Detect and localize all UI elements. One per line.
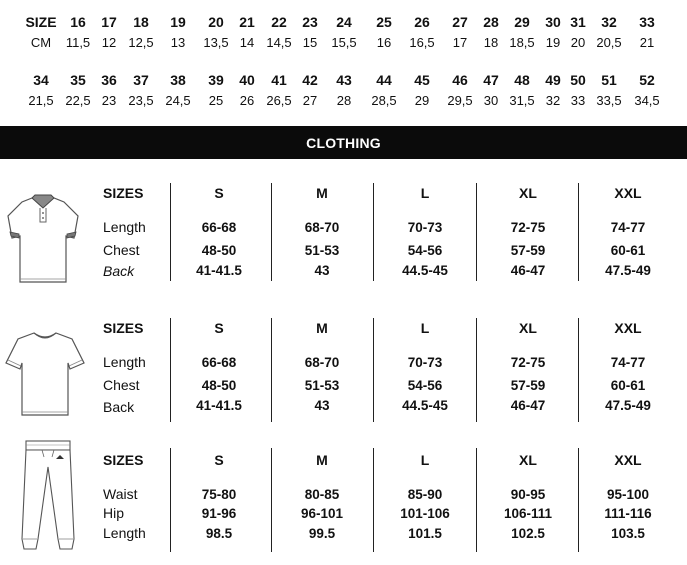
shoe-size: 26 (414, 14, 430, 30)
size-column-header: XXL (614, 320, 642, 336)
shoe-cm: 28 (336, 93, 352, 108)
shoe-size: 37 (133, 72, 149, 88)
shoe-cm: 31,5 (509, 93, 535, 108)
shoe-size-row-2 (0, 72, 687, 112)
measure-value: 68-70 (304, 355, 340, 370)
column-divider (578, 448, 579, 552)
size-column-header: L (420, 185, 430, 201)
shoe-size: 18 (133, 14, 149, 30)
size-column-header: M (316, 320, 328, 336)
shoe-cm: 23 (101, 93, 117, 108)
measure-value: 51-53 (304, 378, 340, 393)
measure-value: 57-59 (510, 378, 546, 393)
measure-value: 57-59 (510, 243, 546, 258)
sizes-header: SIZES (103, 452, 144, 468)
shoe-size: 36 (101, 72, 117, 88)
shoe-size: 44 (376, 72, 392, 88)
measure-value: 80-85 (304, 487, 340, 502)
measure-label: Back (103, 399, 135, 415)
shoe-size: 28 (483, 14, 499, 30)
size-column-header: XL (519, 452, 537, 468)
shoe-size: 42 (302, 72, 318, 88)
shoe-cm: 29,5 (447, 93, 473, 108)
measure-value: 72-75 (510, 220, 546, 235)
measure-label: Length (103, 219, 146, 235)
shoe-size: 48 (514, 72, 530, 88)
shoe-size: 23 (302, 14, 318, 30)
measure-value: 90-95 (510, 487, 546, 502)
shoe-cm: 18,5 (509, 35, 535, 50)
shoe-cm: 20 (570, 35, 586, 50)
polo-shirt-icon (4, 192, 82, 293)
measure-value: 102.5 (511, 526, 545, 541)
measure-value: 101-106 (400, 506, 450, 521)
shoe-cm: 33 (570, 93, 586, 108)
shoe-cm: 21 (639, 35, 655, 50)
tshirt-size-table (0, 315, 687, 425)
polo-size-table (0, 180, 687, 290)
measure-value: 60-61 (610, 243, 646, 258)
shoe-cm: 30 (483, 93, 499, 108)
column-divider (476, 448, 477, 552)
measure-value: 60-61 (610, 378, 646, 393)
size-column-header: XXL (614, 185, 642, 201)
measure-value: 98.5 (205, 526, 233, 541)
shoe-size: 34 (33, 72, 49, 88)
size-column-header: M (316, 452, 328, 468)
column-divider (170, 183, 171, 281)
measure-value: 54-56 (407, 378, 443, 393)
shoe-cm: 14,5 (266, 35, 292, 50)
shoe-size: 29 (514, 14, 530, 30)
measure-value: 51-53 (304, 243, 340, 258)
shoe-size: 52 (639, 72, 655, 88)
shoe-size: 43 (336, 72, 352, 88)
shoe-size: 33 (639, 14, 655, 30)
measure-value: 54-56 (407, 243, 443, 258)
measure-value: 43 (314, 398, 330, 413)
measure-value: 44.5-45 (402, 263, 448, 278)
measure-value: 74-77 (610, 355, 646, 370)
shoe-size: 46 (452, 72, 468, 88)
shoe-size: 22 (271, 14, 287, 30)
shoe-cm: 23,5 (128, 93, 154, 108)
shoe-cm: 13 (170, 35, 186, 50)
shoe-cm: 34,5 (634, 93, 660, 108)
measure-value: 75-80 (201, 487, 237, 502)
column-divider (578, 183, 579, 281)
shoe-cm: 12 (101, 35, 117, 50)
shoe-size: 17 (101, 14, 117, 30)
shoe-size: 40 (239, 72, 255, 88)
column-divider (170, 318, 171, 422)
shoe-size: 35 (70, 72, 86, 88)
shoe-size: 27 (452, 14, 468, 30)
measure-value: 47.5-49 (605, 263, 651, 278)
shoe-size: 39 (208, 72, 224, 88)
shoe-cm: 16 (376, 35, 392, 50)
column-divider (373, 448, 374, 552)
shoe-cm: 17 (452, 35, 468, 50)
size-column-header: XL (519, 185, 537, 201)
measure-value: 96-101 (300, 506, 344, 521)
column-divider (476, 318, 477, 422)
measure-value: 48-50 (201, 378, 237, 393)
size-label: SIZE (25, 14, 57, 30)
size-column-header: L (420, 320, 430, 336)
shoe-size: 38 (170, 72, 186, 88)
shoe-cm: 32 (545, 93, 561, 108)
measure-value: 66-68 (201, 220, 237, 235)
measure-value: 48-50 (201, 243, 237, 258)
measure-value: 103.5 (611, 526, 645, 541)
size-column-header: S (214, 185, 224, 201)
size-column-header: S (214, 452, 224, 468)
measure-value: 44.5-45 (402, 398, 448, 413)
shoe-cm: 22,5 (65, 93, 91, 108)
shoe-size: 20 (208, 14, 224, 30)
column-divider (476, 183, 477, 281)
column-divider (271, 318, 272, 422)
shoe-cm: 26,5 (266, 93, 292, 108)
measure-value: 106-111 (503, 506, 553, 521)
column-divider (578, 318, 579, 422)
measure-value: 68-70 (304, 220, 340, 235)
clothing-section-header: CLOTHING (0, 126, 687, 159)
measure-label: Length (103, 525, 146, 541)
measure-value: 91-96 (201, 506, 237, 521)
column-divider (170, 448, 171, 552)
measure-value: 46-47 (510, 263, 546, 278)
shoe-cm: 20,5 (596, 35, 622, 50)
column-divider (271, 183, 272, 281)
shoe-size: 32 (601, 14, 617, 30)
pants-size-table (0, 448, 687, 560)
measure-value: 85-90 (407, 487, 443, 502)
shoe-size: 50 (570, 72, 586, 88)
jogger-pants-icon (20, 439, 76, 560)
shoe-size: 16 (70, 14, 86, 30)
shoe-size: 51 (601, 72, 617, 88)
measure-value: 46-47 (510, 398, 546, 413)
shoe-cm: 19 (545, 35, 561, 50)
measure-label: Waist (103, 486, 138, 502)
shoe-size-row-1 (0, 14, 687, 54)
measure-label: Back (103, 263, 135, 279)
shoe-cm: 15 (302, 35, 318, 50)
shoe-size: 24 (336, 14, 352, 30)
shoe-size: 31 (570, 14, 586, 30)
measure-value: 70-73 (407, 220, 443, 235)
shoe-size: 47 (483, 72, 499, 88)
shoe-cm: 27 (302, 93, 318, 108)
shoe-cm: 16,5 (409, 35, 435, 50)
shoe-cm: 14 (239, 35, 255, 50)
sizes-header: SIZES (103, 320, 144, 336)
measure-value: 41-41.5 (196, 398, 242, 413)
shoe-cm: 24,5 (165, 93, 191, 108)
column-divider (373, 183, 374, 281)
shoe-size: 45 (414, 72, 430, 88)
shoe-cm: 28,5 (371, 93, 397, 108)
measure-value: 72-75 (510, 355, 546, 370)
shoe-size: 25 (376, 14, 392, 30)
shoe-size: 49 (545, 72, 561, 88)
measure-value: 43 (314, 263, 330, 278)
measure-value: 47.5-49 (605, 398, 651, 413)
sizes-header: SIZES (103, 185, 144, 201)
shoe-cm: 12,5 (128, 35, 154, 50)
measure-value: 95-100 (606, 487, 650, 502)
shoe-cm: 26 (239, 93, 255, 108)
size-column-header: M (316, 185, 328, 201)
measure-value: 101.5 (408, 526, 442, 541)
shoe-size: 41 (271, 72, 287, 88)
measure-value: 111-116 (604, 506, 652, 521)
measure-label: Chest (103, 242, 140, 258)
shoe-cm: 33,5 (596, 93, 622, 108)
shoe-cm: 11,5 (65, 35, 91, 50)
measure-label: Chest (103, 377, 140, 393)
measure-value: 74-77 (610, 220, 646, 235)
size-column-header: XL (519, 320, 537, 336)
shoe-cm: 13,5 (203, 35, 229, 50)
shoe-size: 30 (545, 14, 561, 30)
cm-label: CM (30, 35, 52, 50)
shoe-size: 21 (239, 14, 255, 30)
shoe-cm: 18 (483, 35, 499, 50)
t-shirt-icon (4, 329, 86, 424)
column-divider (373, 318, 374, 422)
shoe-cm: 29 (414, 93, 430, 108)
shoe-cm: 21,5 (28, 93, 54, 108)
measure-value: 66-68 (201, 355, 237, 370)
size-column-header: XXL (614, 452, 642, 468)
shoe-size: 19 (170, 14, 186, 30)
measure-value: 70-73 (407, 355, 443, 370)
shoe-cm: 25 (208, 93, 224, 108)
shoe-cm: 15,5 (331, 35, 357, 50)
measure-value: 99.5 (308, 526, 336, 541)
size-column-header: S (214, 320, 224, 336)
measure-label: Length (103, 354, 146, 370)
size-column-header: L (420, 452, 430, 468)
measure-label: Hip (103, 505, 125, 521)
measure-value: 41-41.5 (196, 263, 242, 278)
column-divider (271, 448, 272, 552)
